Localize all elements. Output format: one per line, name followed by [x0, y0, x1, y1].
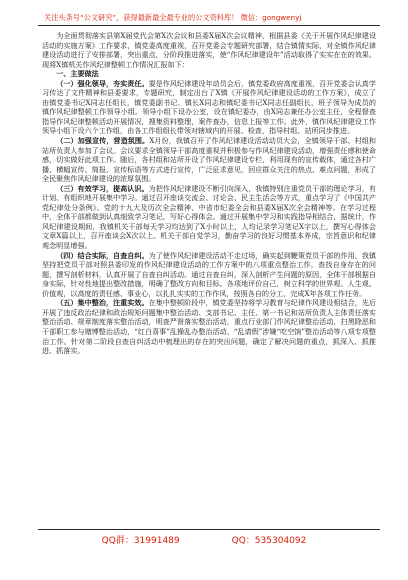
promo-banner: 关注头条号“公文研究”，获得最新最全最专业的公文资料库！ 微信：gongwenyj [44, 13, 302, 22]
subsection-2-title: （二）加强宣传，营造氛围。 [56, 136, 150, 146]
subsection-1-title: （一）强化领导，夯实责任。 [56, 78, 149, 88]
footer-rule [38, 529, 380, 530]
subsection-4 [42, 251, 376, 299]
article-body [42, 31, 376, 517]
qq-contact: QQ：535304092 [231, 536, 307, 546]
section-heading: 一、主要做法 [56, 69, 99, 79]
intro-paragraph: 为全面贯彻落实县第X届党代会第X次会议和县委X届X次会议精神，根据县委《关于开展作风纪律建设活动的实施方案》工作要求，镇党委高度重视，召开党委会专题研究部署，结合镇情实际，对全镇作风纪律建设活动进行了安排部署，突出重点，分阶段推进落实，使“作风纪律建设年”活动取得了实实在在的效果。现将X镇机关作风纪律整顿工作情况汇报如下： [42, 31, 376, 69]
subsection-5-title: （五）集中整治，注重实效。 [56, 298, 149, 308]
subsection-1-text: 要是作风纪律建设年动员会后，镇党委政府高度重视，召开党委会认真学习传达了文件精神和县委要求，专题研究，制定出台了X镇《开展作风纪律建设活动的工作方案》，成立了由镇党委书记X同志任组长，镇党委副书记、镇长X同志和镇纪委书记X同志任副组长，班子领导为成员的镇作风纪律整顿工作领导小组。领导小组下设办公室，设在镇纪委办，由X同志兼任办公室主任，全程督查指导作风纪律整顿活动开展情况，搜集资料整理，案件查办，信息上报等工作。此外，镇作风纪律建设工作领导小组下设六个工作组，由各工作组组长带领对辖域内的开展、检查，指导村组、站所同步推进。 [42, 78, 376, 136]
footer [0, 533, 408, 546]
subsection-4-text: 为了使作风纪律建设活动不走过场，确实起到鞭策党员干部的作用，我镇坚持把党员干部对照县委印发的作风纪律建设活动的工作方案中的八项重点整治工作，查找自身存在的问题，撰写剖析材料，认真开展了自查自纠活动。通过自查自纠，深入剖析产生问题的原因，全体干部根据自身实际，针对性地提出整改措施，明确了整改方向和目标。各项地评价自己，树立科学的世界观、人生观、价值观，以高度的责任感、事业心，以扎扎实实的工作作风，按照各自的分工，完成X年各项工作任务。 [42, 250, 376, 298]
header-rule [38, 25, 380, 26]
subsection-3-title: （三）有效学习，提高认识。 [56, 183, 149, 193]
subsection-5 [42, 298, 376, 355]
subsection-1 [42, 79, 376, 136]
subsection-4-title: （四）结合实际，自查自纠。 [56, 250, 149, 260]
subsection-3-text: 为把作风纪律建设不断引向深入，我镇特别注重党员干部的理论学习，有计划、有组织地开展集中学习。通过召开座谈交流会、讨论会、民主生活会等方式，重点学习了《中国共产党纪律处分条例》、党的十九大及历次全会精神、中省市纪委全会和县委X届X次全会精神等。在学习过程中，全体干部都做到认真细致学习笔记，写好心得体会。通过开展集中学习和实践指导相结合，据统计，作风纪律建设期间，我镇机关干部每天学习均达到了X小时以上，人均记录学习笔记X字以上，撰写心得体会文章X篇以上，召开座谈会X次以上。机关干部自觉学习，勤奋学习的良好习惯基本养成，宗旨意识和纪律观念明显增强。 [42, 183, 376, 251]
qq-group: QQ群：31991489 [101, 536, 180, 546]
subsection-2 [42, 136, 376, 184]
subsection-5-text: 在集中整顿阶段中，镇党委坚持将学习教育与纪律作风建设相结合，先后开展了违反政治纪律和政治规矩问题集中整治活动、支部书记、主任、第一书记和站所负责人主体责任落实整治活动、规章制度落实整治活动，明查严督落实整治活动，重点行业部门作风纪律整治活动，扫黑除恶和干部职工参与赌博整治活动，“红白喜事”乱操乱办整治活动、“乱请假”涉嫌“吃空饷”整治活动等八项专项整治工作。针对第二阶段自查自纠活动中梳理出的存在的突出问题，确定了解决问题的重点，抓深入、抓推进、抓落实。 [42, 298, 376, 356]
subsection-2-text: X月份，我镇召开了作风纪律建设活动动员大会，全镇领导干部、村组和站所负责人参加了会议。会议要求全镇领导干部高度重视并积极参与作风纪律建设活动，增强责任感和使命感，切实做好此项工作。随后，各村组和站所开设了作风纪律建设专栏，利用现有的宣传载体，通过各村广播、横幅宣传、简报、宣传标语等方式进行宣传，广泛征求意见，回应群众关注的热点、难点问题，形成了全民聚焦作风纪律建设的浓厚氛围。 [42, 136, 376, 184]
subsection-3 [42, 184, 376, 251]
